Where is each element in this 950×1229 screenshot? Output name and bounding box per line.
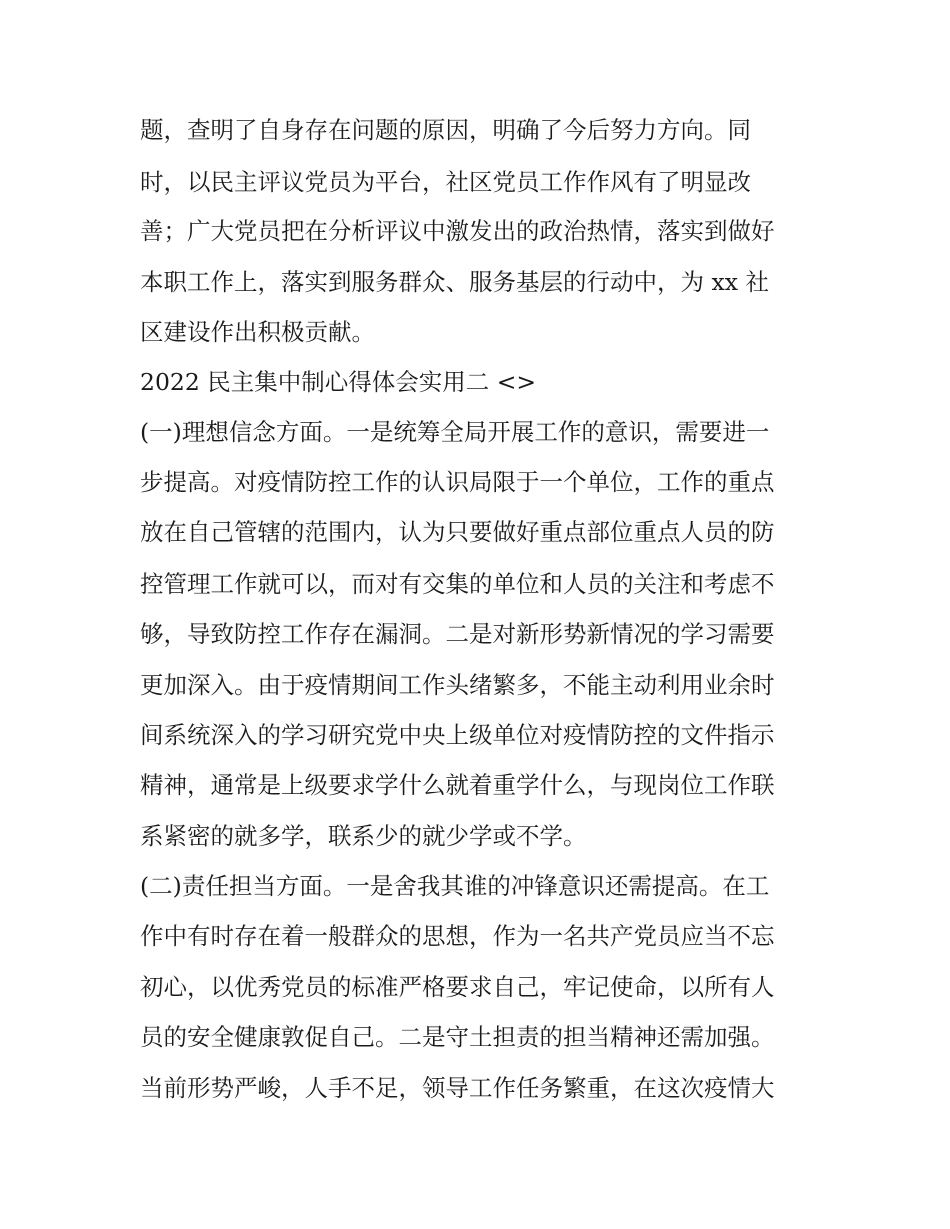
- paragraph-line: 系紧密的就多学，联系少的就少学或不学。: [140, 822, 587, 850]
- paragraph-line: 员的安全健康敦促自己。二是守土担责的担当精神还需加强。: [140, 1023, 775, 1051]
- paragraph-line: 当前形势严峻，人手不足，领导工作任务繁重，在这次疫情大: [140, 1074, 775, 1102]
- paragraph-line: 放在自己管辖的范围内，认为只要做好重点部位重点人员的防: [140, 518, 775, 546]
- paragraph-line: 善；广大党员把在分析评议中激发出的政治热情，落实到做好: [140, 217, 775, 245]
- paragraph-line: 时，以民主评议党员为平台，社区党员工作作风有了明显改: [140, 168, 751, 196]
- paragraph-line: (二)责任担当方面。一是舍我其谁的冲锋意识还需提高。在工: [140, 872, 770, 900]
- paragraph-line: 步提高。对疫情防控工作的认识局限于一个单位，工作的重点: [140, 468, 775, 496]
- paragraph-line: 作中有时存在着一般群众的思想，作为一名共产党员应当不忘: [140, 922, 775, 950]
- section-heading: 2022 民主集中制心得体会实用二 <>: [140, 368, 537, 396]
- paragraph-line: 区建设作出积极贡献。: [140, 318, 375, 346]
- paragraph-line: 精神，通常是上级要求学什么就着重学什么，与现岗位工作联: [140, 771, 775, 799]
- paragraph-line: 更加深入。由于疫情期间工作头绪繁多，不能主动利用业余时: [140, 671, 775, 699]
- paragraph-line: 间系统深入的学习研究党中央上级单位对疫情防控的文件指示: [140, 721, 775, 749]
- paragraph-line: 初心，以优秀党员的标准严格要求自己，牢记使命，以所有人: [140, 973, 775, 1001]
- paragraph-line: 本职工作上，落实到服务群众、服务基层的行动中，为 xx 社: [140, 268, 769, 296]
- paragraph-line: (一)理想信念方面。一是统筹全局开展工作的意识，需要进一: [140, 418, 770, 446]
- paragraph-line: 题，查明了自身存在问题的原因，明确了今后努力方向。同: [140, 116, 751, 144]
- paragraph-line: 控管理工作就可以，而对有交集的单位和人员的关注和考虑不: [140, 570, 775, 598]
- paragraph-line: 够，导致防控工作存在漏洞。二是对新形势新情况的学习需要: [140, 620, 775, 648]
